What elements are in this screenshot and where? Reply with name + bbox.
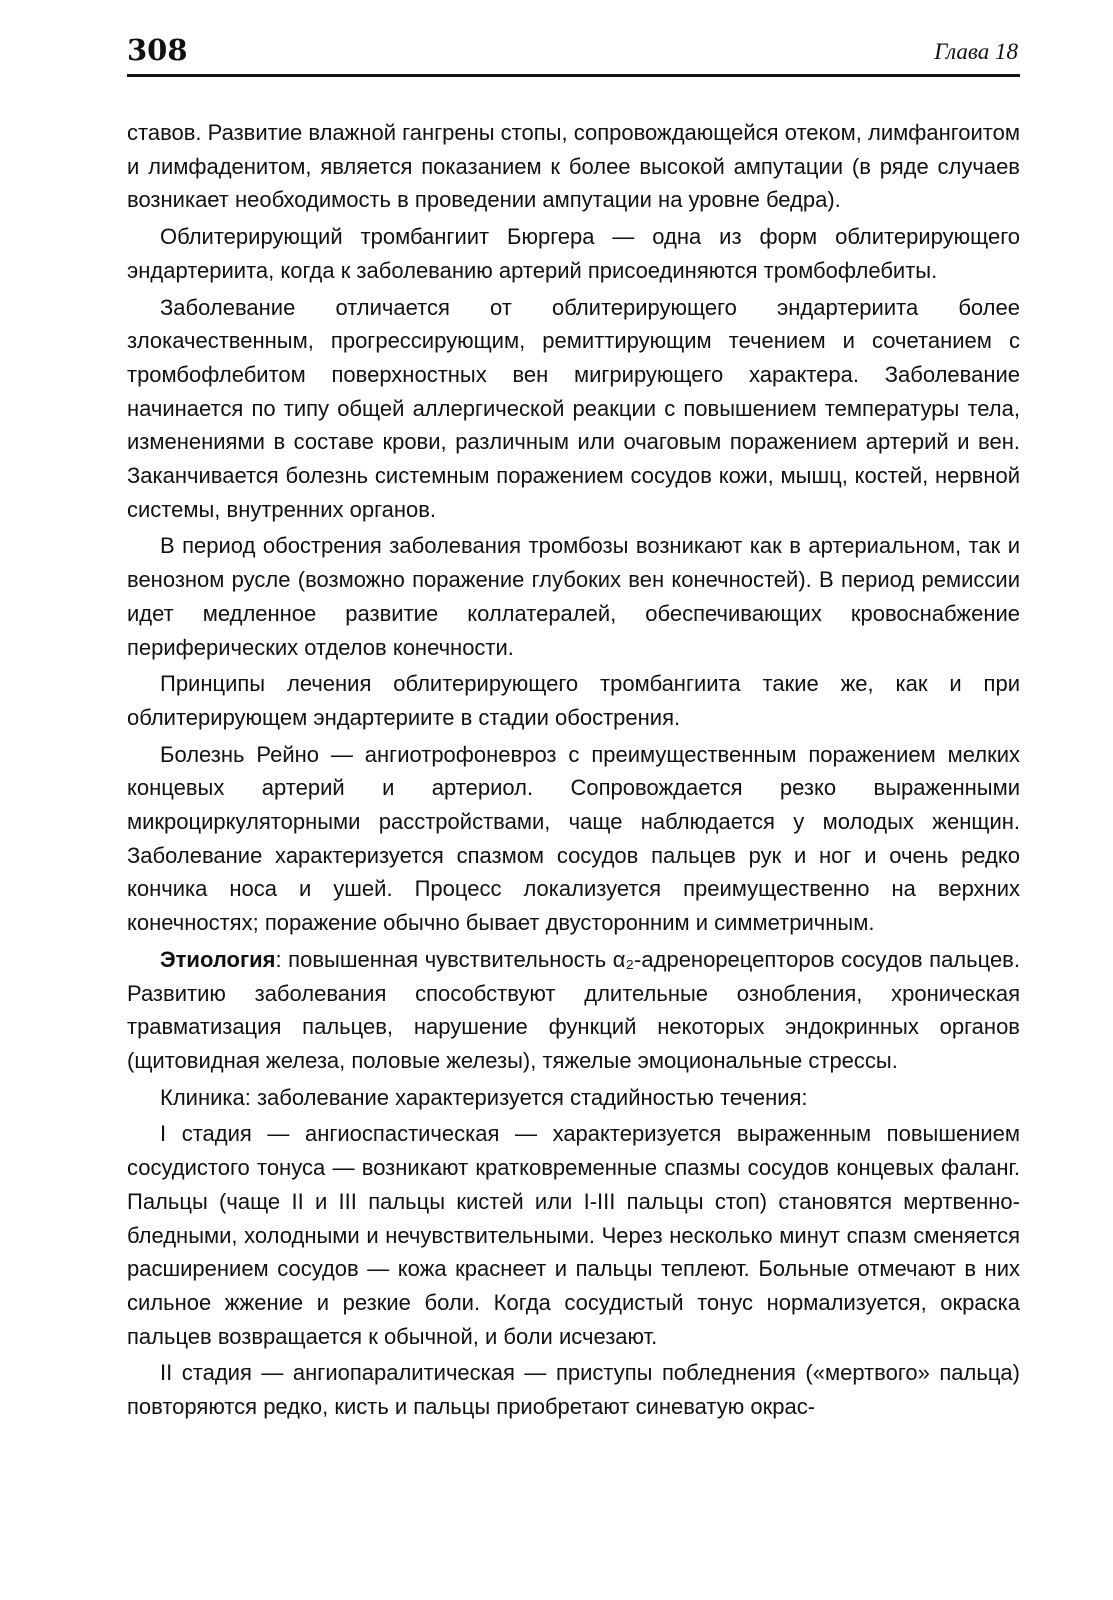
paragraph: В период обострения заболевания тромбозы возникают как в артериальном, так и венозном русле (возможно поражение глубоких вен конечностей). В период ремиссии идет медленное развитие коллатералей, обеспечивающих кровоснабжение периферических отделов конечности.: [127, 533, 1020, 660]
chapter-title: Глава 18: [934, 39, 1018, 64]
page-header: [127, 30, 1020, 77]
paragraph: Облитерирующий тромбангиит Бюргера — одна из форм облитерирующего эндартериита, когда к заболеванию артерий присоединяются тромбофлебиты.: [127, 224, 1020, 283]
paragraph: II стадия — ангиопаралитическая — приступы побледнения («мертвого» пальца) повторяются редко, кисть и пальцы приобретают синеватую окрас-: [127, 1360, 1020, 1420]
paragraph: ставов. Развитие влажной гангрены стопы, сопровождающейся отеком, лимфангоитом и лимфаденитом, является показанием к более высокой ампутации (в ряде случаев возникает необходимость в проведении ампутации на уровне бедра).: [127, 120, 1020, 213]
etiology-paragraph: [127, 943, 1020, 1078]
paragraph: Принципы лечения облитерирующего тромбангиита такие же, как и при облитерирующем эндартериите в стадии обострения.: [127, 671, 1020, 730]
etiology-text: : повышенная чувствительность α₂-адренорецепторов сосудов пальцев. Развитию заболевания способствуют длительные ознобления, хроническая травматизация пальцев, нарушение функций некоторых эндокринных органов (щитовидная железа, половые железы), тяжелые эмоциональные стрессы.: [127, 946, 1020, 1073]
paragraph: I стадия — ангиоспастическая — характеризуется выраженным повышением сосудистого тонуса — возникают кратковременные спазмы сосудов концевых фаланг. Пальцы (чаще II и III пальцы кистей или I-III пальцы стоп) становятся мертвенно-бледными, холодными и нечувствительными. Через несколько минут спазм сменяется расширением сосудов — кожа краснеет и пальцы теплеют. Больные отмечают в них сильное жжение и резкие боли. Когда сосудистый тонус нормализуется, окраска пальцев возвращается к обычной, и боли исчезают.: [127, 1121, 1020, 1349]
paragraph: Заболевание отличается от облитерирующего эндартериита более злокачественным, прогрессирующим, ремиттирующим течением и сочетанием с тромбофлебитом поверхностных вен мигрирующего характера. Заболевание начинается по типу общей аллергической реакции с повышением температуры тела, изменениями в составе крови, различным или очаговым поражением артерий и вен. Заканчивается болезнь системным поражением сосудов кожи, мышц, костей, нервной системы, внутренних органов.: [127, 294, 1020, 522]
paragraph: Болезнь Рейно — ангиотрофоневроз с преимущественным поражением мелких концевых артерий и артериол. Сопровождается резко выраженными микроциркуляторными расстройствами, чаще наблюдается у молодых женщин. Заболевание характеризуется спазмом сосудов пальцев рук и ног и очень редко кончика носа и ушей. Процесс локализуется преимущественно на верхних конечностях; поражение обычно бывает двусторонним и симметричным.: [127, 741, 1020, 936]
etiology-term: Этиология: [160, 946, 276, 972]
body-text: [127, 116, 1020, 1424]
page-number: 308: [127, 33, 188, 67]
paragraph: Клиника: заболевание характеризуется стадийностью течения:: [160, 1084, 808, 1110]
